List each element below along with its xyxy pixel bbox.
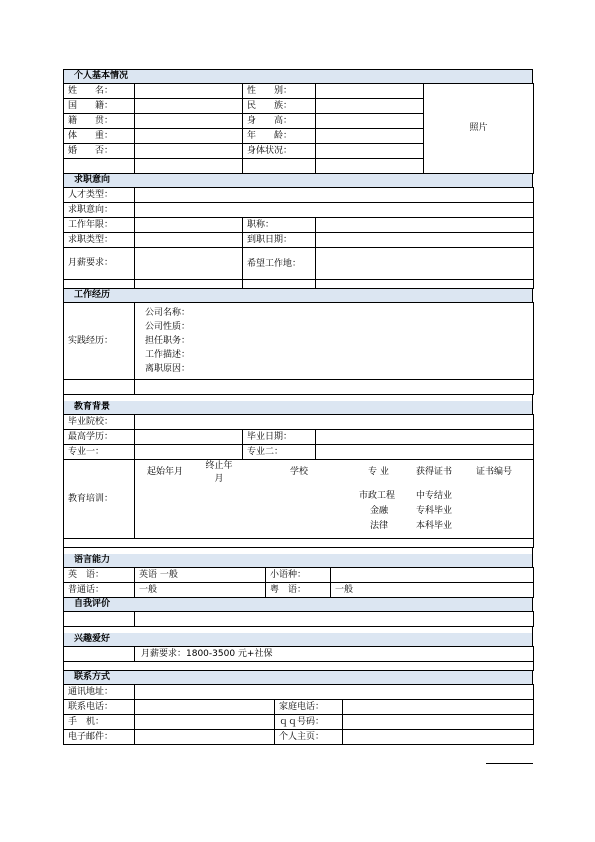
weight-value[interactable] bbox=[135, 129, 243, 144]
major-header: 专 业 bbox=[368, 467, 389, 477]
section-contact-header: 联系方式 bbox=[63, 671, 533, 684]
degree-value[interactable] bbox=[135, 430, 243, 445]
hobby-value[interactable]: 月薪要求：1800-3500 元+社保 bbox=[135, 647, 534, 662]
blank-cell bbox=[243, 159, 316, 174]
marital-value[interactable] bbox=[135, 144, 243, 159]
phone-label: 联系电话： bbox=[64, 700, 135, 715]
resume-sheet bbox=[63, 69, 533, 745]
cantonese-label: 粤 语： bbox=[266, 583, 331, 598]
edu-cert-3: 本科毕业 bbox=[416, 521, 453, 531]
hobby-table bbox=[63, 646, 534, 671]
qq-label: ｑｑ号码： bbox=[275, 715, 343, 730]
school-label: 毕业院校： bbox=[64, 415, 135, 430]
title-label: 职称： bbox=[243, 218, 316, 233]
blank-cell bbox=[64, 647, 135, 662]
address-label: 通讯地址： bbox=[64, 685, 135, 700]
age-label: 年 龄： bbox=[243, 129, 316, 144]
leave-reason-line: 离职原因： bbox=[145, 364, 191, 374]
section-hobby-header: 兴趣爱好 bbox=[63, 633, 533, 646]
name-label: 姓 名： bbox=[64, 84, 135, 99]
job-type-value[interactable] bbox=[135, 233, 243, 248]
email-label: 电子邮件： bbox=[64, 730, 135, 745]
marital-label: 婚 否： bbox=[64, 144, 135, 159]
edu-major-3: 法律 bbox=[370, 521, 389, 531]
end-date-header: 终止年月 bbox=[205, 461, 233, 484]
blank-cell bbox=[64, 612, 135, 627]
contact-table bbox=[63, 684, 534, 745]
email-value[interactable] bbox=[135, 730, 275, 745]
health-label: 身体状况： bbox=[243, 144, 316, 159]
grad-date-value[interactable] bbox=[316, 430, 534, 445]
job-type-label: 求职类型： bbox=[64, 233, 135, 248]
phone-value[interactable] bbox=[135, 700, 275, 715]
blank-cell bbox=[64, 380, 135, 395]
job-description-line: 工作描述： bbox=[145, 350, 191, 360]
grad-date-label: 毕业日期： bbox=[243, 430, 316, 445]
salary-value[interactable] bbox=[135, 248, 243, 280]
intent-table bbox=[63, 187, 534, 289]
arrive-date-value[interactable] bbox=[316, 233, 534, 248]
blank-cell bbox=[135, 159, 243, 174]
ethnic-value[interactable] bbox=[316, 99, 424, 114]
section-lang-header: 语言能力 bbox=[63, 554, 533, 567]
lang-table bbox=[63, 567, 534, 598]
health-value[interactable] bbox=[316, 144, 424, 159]
mandarin-value[interactable]: 一般 bbox=[135, 583, 266, 598]
location-value[interactable] bbox=[316, 248, 534, 280]
home-phone-value[interactable] bbox=[343, 700, 534, 715]
height-value[interactable] bbox=[316, 114, 424, 129]
origin-value[interactable] bbox=[135, 114, 243, 129]
gender-label: 性 别： bbox=[243, 84, 316, 99]
work-years-label: 工作年限： bbox=[64, 218, 135, 233]
basic-info-table bbox=[63, 83, 534, 174]
certificate-no-header: 证书编号 bbox=[476, 467, 513, 477]
blank-cell bbox=[135, 280, 243, 289]
blank-cell bbox=[316, 280, 534, 289]
origin-label: 籍 贯： bbox=[64, 114, 135, 129]
major1-value[interactable] bbox=[135, 445, 243, 460]
english-value[interactable]: 英语 一般 bbox=[135, 568, 266, 583]
age-value[interactable] bbox=[316, 129, 424, 144]
gender-value[interactable] bbox=[316, 84, 424, 99]
minor-lang-label: 小语种： bbox=[266, 568, 331, 583]
english-label: 英 语： bbox=[64, 568, 135, 583]
company-name-line: 公司名称： bbox=[145, 308, 191, 318]
talent-type-value[interactable] bbox=[135, 188, 534, 203]
minor-lang-value[interactable] bbox=[331, 568, 534, 583]
blank-cell bbox=[243, 280, 316, 289]
edu-major-1: 市政工程 bbox=[359, 491, 396, 501]
blank-cell bbox=[64, 539, 534, 548]
nation-value[interactable] bbox=[135, 99, 243, 114]
experience-detail[interactable] bbox=[135, 303, 534, 380]
edu-major-2: 金融 bbox=[370, 506, 389, 516]
mobile-value[interactable] bbox=[135, 715, 275, 730]
start-date-header: 起始年月 bbox=[147, 467, 184, 477]
blank-cell bbox=[135, 380, 534, 395]
school-value[interactable] bbox=[135, 415, 534, 430]
blank-cell bbox=[316, 159, 424, 174]
blank-cell bbox=[64, 280, 135, 289]
job-intent-value[interactable] bbox=[135, 203, 534, 218]
self-table bbox=[63, 611, 534, 627]
homepage-value[interactable] bbox=[343, 730, 534, 745]
work-years-value[interactable] bbox=[135, 218, 243, 233]
degree-label: 最高学历： bbox=[64, 430, 135, 445]
school-header: 学校 bbox=[290, 467, 309, 477]
section-work-header: 工作经历 bbox=[63, 289, 533, 302]
edu-table bbox=[63, 414, 534, 548]
blank-cell bbox=[64, 662, 534, 671]
salary-label: 月薪要求： bbox=[64, 248, 135, 280]
mobile-label: 手 机： bbox=[64, 715, 135, 730]
home-phone-label: 家庭电话： bbox=[275, 700, 343, 715]
company-type-line: 公司性质： bbox=[145, 322, 191, 332]
blank-cell bbox=[64, 159, 135, 174]
work-table bbox=[63, 302, 534, 395]
weight-label: 体 重： bbox=[64, 129, 135, 144]
section-basic-header: 个人基本情况 bbox=[63, 69, 533, 83]
major1-label: 专业一： bbox=[64, 445, 135, 460]
title-value[interactable] bbox=[316, 218, 534, 233]
major2-label: 专业二： bbox=[243, 445, 316, 460]
footer-divider bbox=[486, 763, 533, 764]
self-evaluation-value[interactable] bbox=[135, 612, 534, 627]
mandarin-label: 普通话： bbox=[64, 583, 135, 598]
homepage-label: 个人主页： bbox=[275, 730, 343, 745]
ethnic-label: 民 族： bbox=[243, 99, 316, 114]
qq-value[interactable] bbox=[343, 715, 534, 730]
job-intent-label: 求职意向： bbox=[64, 203, 135, 218]
height-label: 身 高： bbox=[243, 114, 316, 129]
position-line: 担任职务： bbox=[145, 336, 191, 346]
address-value[interactable] bbox=[135, 685, 534, 700]
training-detail[interactable] bbox=[135, 460, 534, 539]
location-label: 希望工作地： bbox=[243, 248, 316, 280]
major2-value[interactable] bbox=[316, 445, 534, 460]
talent-type-label: 人才类型： bbox=[64, 188, 135, 203]
name-value[interactable] bbox=[135, 84, 243, 99]
photo-box[interactable]: 照片 bbox=[424, 84, 534, 174]
experience-label: 实践经历： bbox=[64, 303, 135, 380]
nation-label: 国 籍： bbox=[64, 99, 135, 114]
cantonese-value[interactable]: 一般 bbox=[331, 583, 534, 598]
certificate-header: 获得证书 bbox=[416, 467, 453, 477]
section-edu-header: 教育背景 bbox=[63, 401, 533, 414]
training-label: 教育培训： bbox=[64, 460, 135, 539]
edu-cert-1: 中专结业 bbox=[416, 491, 453, 501]
edu-cert-2: 专科毕业 bbox=[416, 506, 453, 516]
arrive-date-label: 到职日期： bbox=[243, 233, 316, 248]
section-intent-header: 求职意向 bbox=[63, 174, 533, 187]
section-self-header: 自我评价 bbox=[63, 598, 533, 611]
